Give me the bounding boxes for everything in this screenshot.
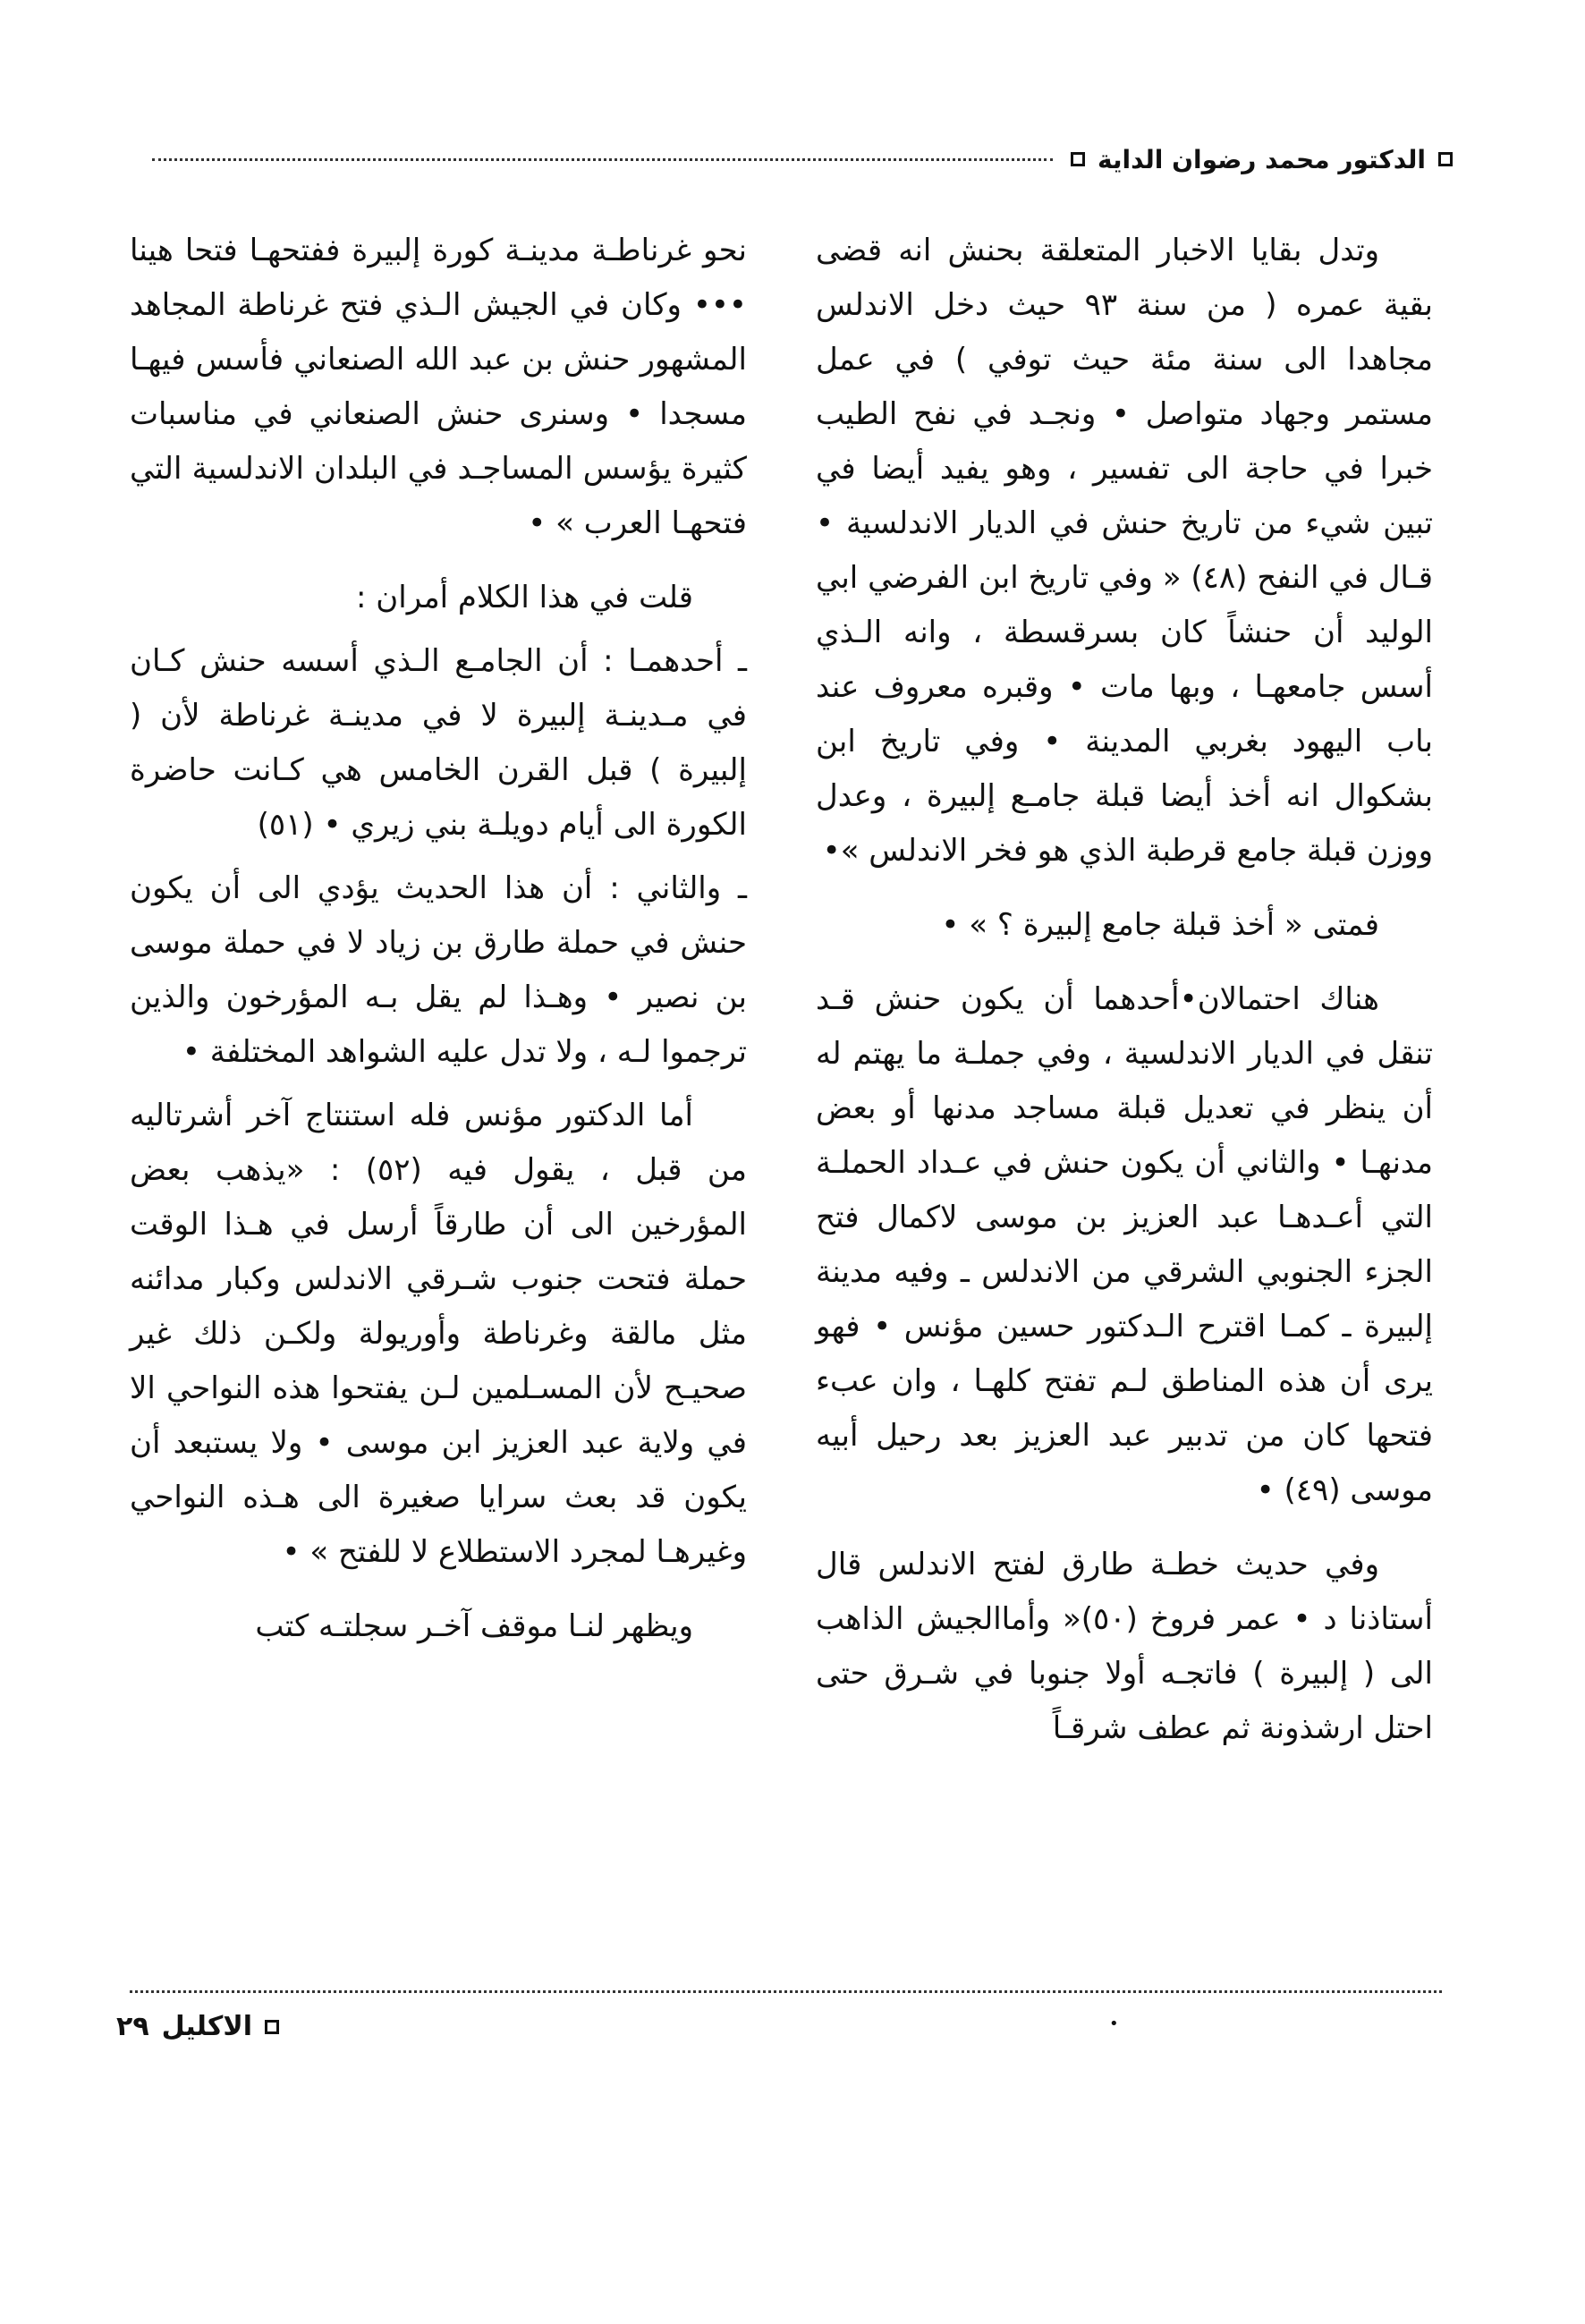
header-author: الدكتور محمد رضوان الداية — [1098, 144, 1426, 174]
list-item: ـ والثاني : أن هذا الحديث يؤدي الى أن يكون حنش في حملة طارق بن زياد لا في حملة موسى بن نصير • وهـذا لم يقل بـه المؤرخون والذين ترجموا لـه ، ولا تدل عليه الشواهد المختلفة • — [130, 870, 747, 1070]
page-number: ٢٩ — [116, 2011, 149, 2042]
paragraph: قلت في هذا الكلام أمران : — [356, 580, 693, 615]
folio-mark: • — [1109, 2014, 1119, 2033]
paragraph: وتدل بقايا الاخبار المتعلقة بحنش انه قضى بقية عمره ( من سنة ٩٣ حيث دخل الاندلس مجاهدا الى سنة مئة حيث توفي ) في عمل مستمر وجهاد متواصل • ونجـد في نفح الطيب خبرا في حاجة الى تفسير ، وهو يفيد أيضا في تبين شيء من تاريخ حنش في الديار الاندلسية • قـال في النفح (٤٨) « وفي تاريخ ابن الفرضي ابي الوليد أن حنشاً كان بسرقسطة ، وانه الـذي أسس جامعهـا ، وبها مات • وقبره معروف عند باب اليهود بغربي المدينة • وفي تاريخ ابن بشكوال انه أخذ أيضا قبلة جامـع إلبيرة ، وعدل ووزن قبلة جامع قرطبة الذي هو فخر الاندلس »• — [816, 233, 1433, 869]
square-bullet-icon — [1071, 152, 1085, 166]
running-header — [134, 134, 1453, 184]
paragraph: ويظهر لنـا موقف آخـر سجلتـه كتب — [255, 1608, 693, 1644]
paragraph: فمتى « أخذ قبلة جامع إلبيرة ؟ » • — [941, 907, 1379, 943]
right-column — [816, 224, 1433, 2015]
square-bullet-icon — [1438, 152, 1453, 166]
paragraph: نحو غرناطـة مدينـة كورة إلبيرة ففتحهـا فتحا هينا ••• وكان في الجيش الـذي فتح غرناطة المجاهد المشهور حنش بن عبد الله الصنعاني فأسس فيهـا مسجدا • وسنرى حنش الصنعاني في مناسبات كثيرة يؤسس المساجـد في البلدان الاندلسية التي فتحهـا العرب » • — [130, 233, 747, 541]
page-footer — [116, 2011, 279, 2042]
square-bullet-icon — [265, 2020, 279, 2034]
article-body — [130, 224, 1433, 2015]
left-column — [130, 224, 747, 2015]
list-item: ـ أحدهمـا : أن الجامـع الـذي أسسه حنش كـان في مـدينـة إلبيرة لا في مدينـة غرناطة لأن ( إلبيرة ) قبل القرن الخامس هي كـانت حاضرة الكورة الى أيام دويلـة بني زيري • (٥١) — [130, 643, 747, 843]
footer-journal: الاكليل — [161, 2011, 252, 2042]
footer-dotted-rule — [130, 1990, 1442, 1993]
header-author-block — [1071, 145, 1453, 174]
paragraph: هناك احتمالان•أحدهما أن يكون حنش قـد تنقل في الديار الاندلسية ، وفي جملـة ما يهتم له أن ينظر في تعديل قبلة مساجد مدنها أو بعض مدنهـا • والثاني أن يكون حنش في عـداد الحملـة التي أعـدهـا عبد العزيز بن موسى لاكمال فتح الجزء الجنوبي الشرقي من الاندلس ـ وفيه مدينة إلبيرة ـ كمـا اقترح الـدكتور حسين مؤنس • فهو يرى أن هذه المناطق لـم تفتح كلهـا ، وان عبء فتحها كان من تدبير عبد العزيز بعد رحيل أبيه موسى (٤٩) • — [816, 981, 1433, 1508]
header-dotted-rule — [152, 158, 1053, 161]
paragraph: وفي حديث خطـة طارق لفتح الاندلس قال أستاذنا د • عمر فروخ (٥٠)« وأماالجيش الذاهب الى ( إلبيرة ) فاتجـه أولا جنوبا في شـرق حتى احتل ارشذونة ثم عطف شرقـاً — [816, 1547, 1433, 1746]
paragraph: أما الدكتور مؤنس فله استنتاج آخر أشرتاليه من قبل ، يقول فيه (٥٢) : «يذهب بعض المؤرخين الى أن طارقاً أرسل في هـذا الوقت حملة فتحت جنوب شـرقي الاندلس وكبار مدائنه مثل مالقة وغرناطة وأوريولة ولكـن ذلك غير صحيـح لأن المسـلمين لـن يفتحوا هذه النواحي الا في ولاية عبد العزيز ابن موسى • ولا يستبعد أن يكون قد بعث سرايا صغيرة الى هـذه النواحي وغيرهـا لمجرد الاستطلاع لا للفتح » • — [130, 1098, 747, 1570]
